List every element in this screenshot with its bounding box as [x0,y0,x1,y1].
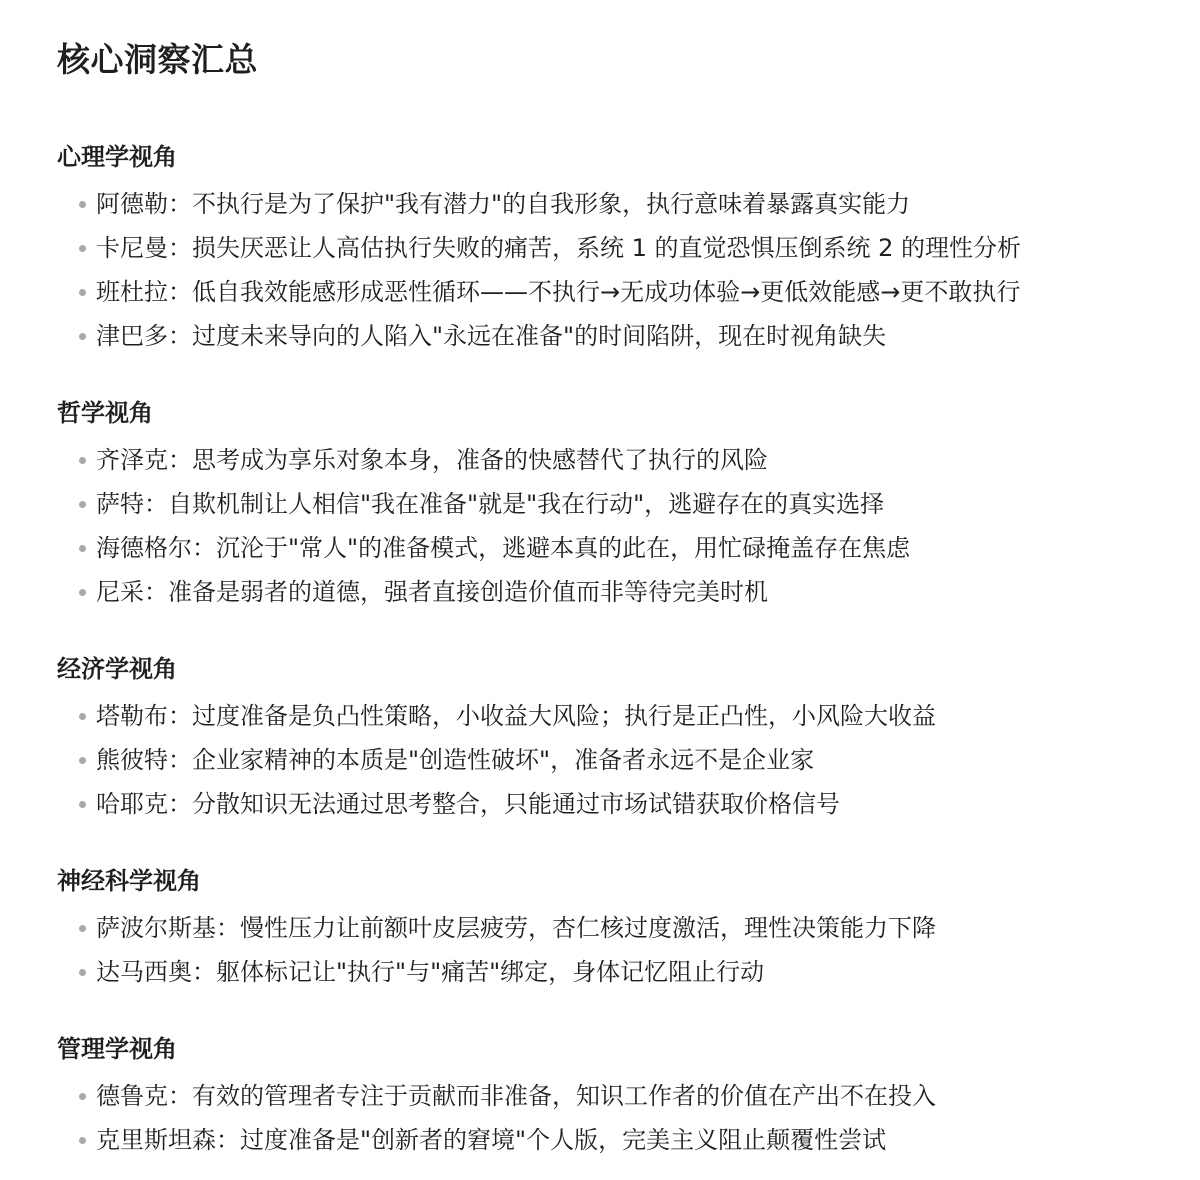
bullet-icon [79,245,86,252]
section-heading: 经济学视角 [57,655,177,683]
bullet-icon [79,501,86,508]
list-item-text: 克里斯坦森：过度准备是"创新者的窘境"个人版，完美主义阻止颠覆性尝试 [96,1126,887,1154]
section-neuroscience [57,862,1200,994]
list-item [57,270,1200,314]
bullet-icon [79,801,86,808]
list-item-text: 班杜拉：低自我效能感形成恶性循环——不执行→无成功体验→更低效能感→更不敢执行 [96,278,1021,306]
list-item-text: 萨波尔斯基：慢性压力让前额叶皮层疲劳，杏仁核过度激活，理性决策能力下降 [96,914,936,942]
list-item-text: 齐泽克：思考成为享乐对象本身，准备的快感替代了执行的风险 [96,446,768,474]
list-item [57,782,1200,826]
list-item [57,694,1200,738]
bullet-icon [79,757,86,764]
list-item-text: 熊彼特：企业家精神的本质是"创造性破坏"，准备者永远不是企业家 [96,746,815,774]
list-item-text: 塔勒布：过度准备是负凸性策略，小收益大风险；执行是正凸性，小风险大收益 [96,702,936,730]
section-philosophy [57,394,1200,614]
insight-list [57,694,1200,826]
section-heading: 神经科学视角 [57,867,201,895]
list-item [57,526,1200,570]
insight-list [57,906,1200,994]
bullet-icon [79,969,86,976]
insight-list [57,1074,1200,1162]
list-item-text: 津巴多：过度未来导向的人陷入"永远在准备"的时间陷阱，现在时视角缺失 [96,322,887,350]
list-item-text: 海德格尔：沉沦于"常人"的准备模式，逃避本真的此在，用忙碌掩盖存在焦虑 [96,534,911,562]
list-item-text: 卡尼曼：损失厌恶让人高估执行失败的痛苦，系统 1 的直觉恐惧压倒系统 2 的理性分析 [96,234,1022,262]
section-management [57,1030,1200,1162]
section-heading: 管理学视角 [57,1035,177,1063]
section-economics [57,650,1200,826]
list-item-text: 德鲁克：有效的管理者专注于贡献而非准备，知识工作者的价值在产出不在投入 [96,1082,936,1110]
list-item [57,482,1200,526]
bullet-icon [79,1137,86,1144]
insight-list [57,182,1200,358]
bullet-icon [79,545,86,552]
bullet-icon [79,201,86,208]
list-item-text: 哈耶克：分散知识无法通过思考整合，只能通过市场试错获取价格信号 [96,790,840,818]
list-item [57,1074,1200,1118]
list-item-text: 达马西奥：躯体标记让"执行"与"痛苦"绑定，身体记忆阻止行动 [96,958,765,986]
bullet-icon [79,713,86,720]
list-item-text: 萨特：自欺机制让人相信"我在准备"就是"我在行动"，逃避存在的真实选择 [96,490,885,518]
list-item [57,570,1200,614]
bullet-icon [79,333,86,340]
list-item [57,738,1200,782]
list-item [57,1118,1200,1162]
insight-list [57,438,1200,614]
list-item [57,438,1200,482]
list-item [57,226,1200,270]
bullet-icon [79,289,86,296]
list-item [57,906,1200,950]
list-item [57,314,1200,358]
bullet-icon [79,1093,86,1100]
list-item-text: 阿德勒：不执行是为了保护"我有潜力"的自我形象，执行意味着暴露真实能力 [96,190,911,218]
bullet-icon [79,925,86,932]
list-item-text: 尼采：准备是弱者的道德，强者直接创造价值而非等待完美时机 [96,578,768,606]
page-title: 核心洞察汇总 [57,40,258,79]
list-item [57,182,1200,226]
bullet-icon [79,457,86,464]
section-psychology [57,138,1200,358]
section-heading: 哲学视角 [57,399,153,427]
list-item [57,950,1200,994]
bullet-icon [79,589,86,596]
section-heading: 心理学视角 [57,143,177,171]
